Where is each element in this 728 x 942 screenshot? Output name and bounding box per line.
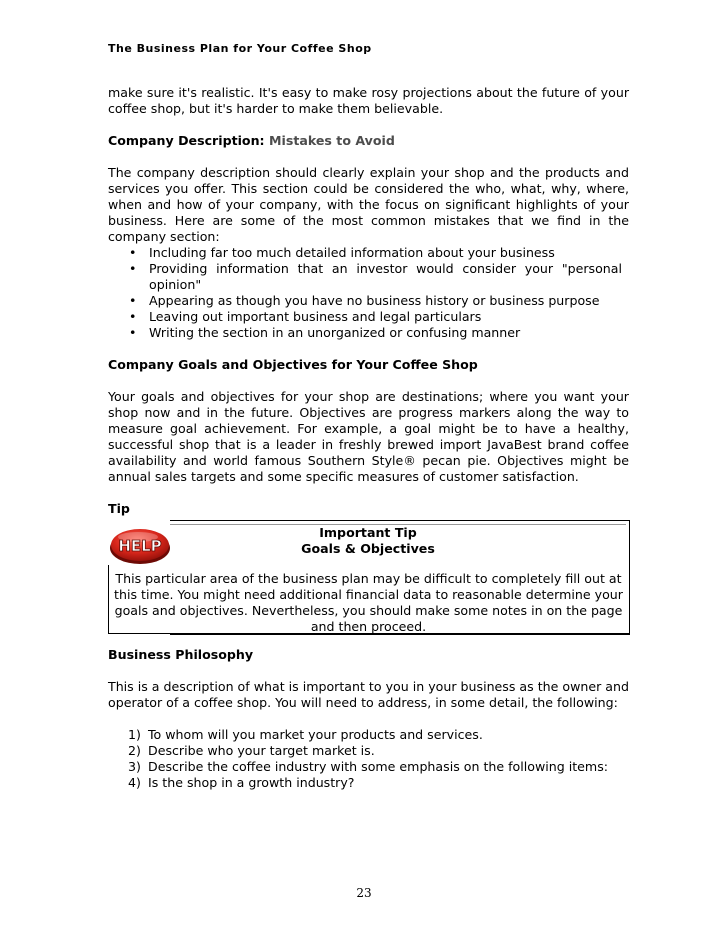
goals-heading: Company Goals and Objectives for Your Coffee Shop <box>108 357 478 372</box>
list-number: 2) <box>128 743 141 758</box>
list-item: • Appearing as though you have no business history or business purpose <box>149 293 629 309</box>
list-text: Describe the coffee industry with some emphasis on the following items: <box>148 759 608 774</box>
mistakes-list <box>108 245 629 341</box>
list-text: To whom will you market your products and services. <box>148 727 483 742</box>
list-item <box>128 727 629 743</box>
philosophy-paragraph: This is a description of what is important to you in your business as the owner and operator of a coffee shop. You will need to address, in some detail, the following: <box>108 679 629 710</box>
running-header: The Business Plan for Your Coffee Shop <box>108 42 372 55</box>
tip-title-line1: Important Tip <box>319 525 417 540</box>
list-number: 4) <box>128 775 141 790</box>
help-button-icon <box>108 524 172 566</box>
company-description-heading <box>108 133 629 149</box>
page-number: 23 <box>356 886 372 900</box>
tip-title-line2: Goals & Objectives <box>301 541 435 556</box>
tip-body: This particular area of the business plan may be difficult to completely fill out at this time. You might need additional financial data to reasonable determine your goals and objectives. Nevertheless, you should make some notes in on the page and then proceed. <box>114 571 623 634</box>
list-number: 3) <box>128 759 141 774</box>
tip-label: Tip <box>108 501 130 516</box>
philosophy-list <box>108 727 629 791</box>
list-item <box>128 743 629 759</box>
list-item: • Including far too much detailed information about your business <box>149 245 629 261</box>
list-item: • Writing the section in an unorganized or confusing manner <box>149 325 629 341</box>
help-icon-text: HELP <box>118 537 162 555</box>
tip-box <box>108 520 629 637</box>
list-item: • Leaving out important business and legal particulars <box>149 309 629 325</box>
heading-subtitle: Mistakes to Avoid <box>268 133 395 148</box>
list-text: Describe who your target market is. <box>148 743 375 758</box>
list-item <box>128 775 629 791</box>
company-description-paragraph: The company description should clearly explain your shop and the products and services you offer. This section could be considered the who, what, why, where, when and how of your company, with the focus on significant highlights of your business. Here are some of the most common mistakes that we find in the company section: <box>108 165 629 244</box>
list-item: • Providing information that an investor would consider your "personal opinion" <box>149 261 629 293</box>
list-text: Is the shop in a growth industry? <box>148 775 355 790</box>
list-number: 1) <box>128 727 141 742</box>
list-item <box>128 759 629 775</box>
philosophy-heading: Business Philosophy <box>108 647 254 662</box>
tip-heading <box>170 525 566 557</box>
page-body <box>108 85 629 791</box>
intro-paragraph: make sure it's realistic. It's easy to make rosy projections about the future of your coffee shop, but it's harder to make them believable. <box>108 85 629 116</box>
heading-text: Company Description: <box>108 133 265 148</box>
goals-paragraph: Your goals and objectives for your shop are destinations; where you want your shop now and in the future. Objectives are progress markers along the way to measure goal achievement. For example, a goal might be to have a healthy, successful shop that is a leader in freshly brewed import JavaBest brand coffee availability and world famous Southern Style® pecan pie. Objectives might be annual sales targets and some specific measures of customer satisfaction. <box>108 389 629 484</box>
